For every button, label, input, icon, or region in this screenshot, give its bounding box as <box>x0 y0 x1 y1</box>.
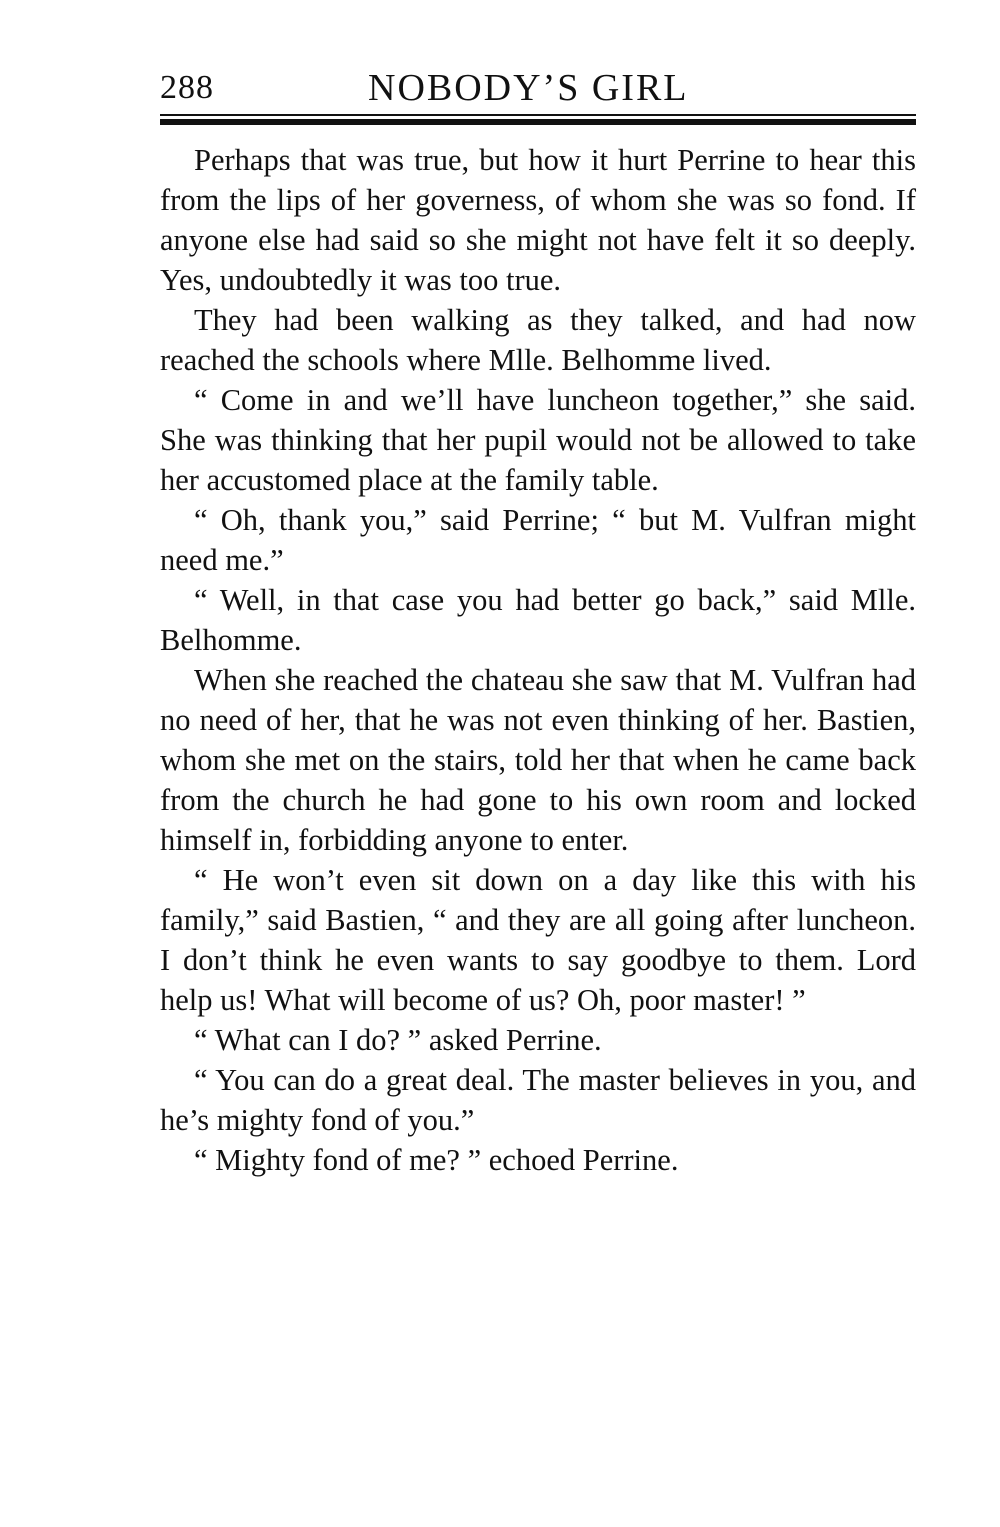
running-title: NOBODY’S GIRL <box>368 67 689 109</box>
paragraph: “ What can I do? ” asked Perrine. <box>194 1023 602 1057</box>
paragraph: They had been walking as they talked, and had now reached the schools where Mlle. Belhomme lived. <box>160 303 916 377</box>
header-rule-thick <box>160 119 916 125</box>
paragraph: “ Mighty fond of me? ” echoed Perrine. <box>194 1143 679 1177</box>
paragraph: When she reached the chateau she saw that M. Vulfran had no need of her, that he was not even thinking of her. Bastien, whom she met on the stairs, told her that when he came back from the church he had gone to his own room and locked himself in, forbidding anyone to enter. <box>160 663 916 857</box>
page-header <box>160 66 916 110</box>
page-number: 288 <box>160 69 214 106</box>
paragraph: “ Well, in that case you had better go back,” said Mlle. Belhomme. <box>160 583 916 657</box>
paragraph: “ He won’t even sit down on a day like this with his family,” said Bastien, “ and they are all going after luncheon. I don’t think he even wants to say goodbye to them. Lord help us! What will become of us? Oh, poor master! ” <box>160 863 916 1017</box>
header-rule-thin <box>160 114 916 116</box>
paragraph: “ Come in and we’ll have luncheon together,” she said. She was thinking that her pupil would not be allowed to take her accustomed place at the family table. <box>160 383 916 497</box>
paragraph: Perhaps that was true, but how it hurt Perrine to hear this from the lips of her governess, of whom she was so fond. If anyone else had said so she might not have felt it so deeply. Yes, undoubtedly it was too true. <box>160 143 916 297</box>
paragraph: “ You can do a great deal. The master believes in you, and he’s mighty fond of you.” <box>160 1063 916 1137</box>
body-text <box>160 140 916 1180</box>
paragraph: “ Oh, thank you,” said Perrine; “ but M. Vulfran might need me.” <box>160 503 916 577</box>
